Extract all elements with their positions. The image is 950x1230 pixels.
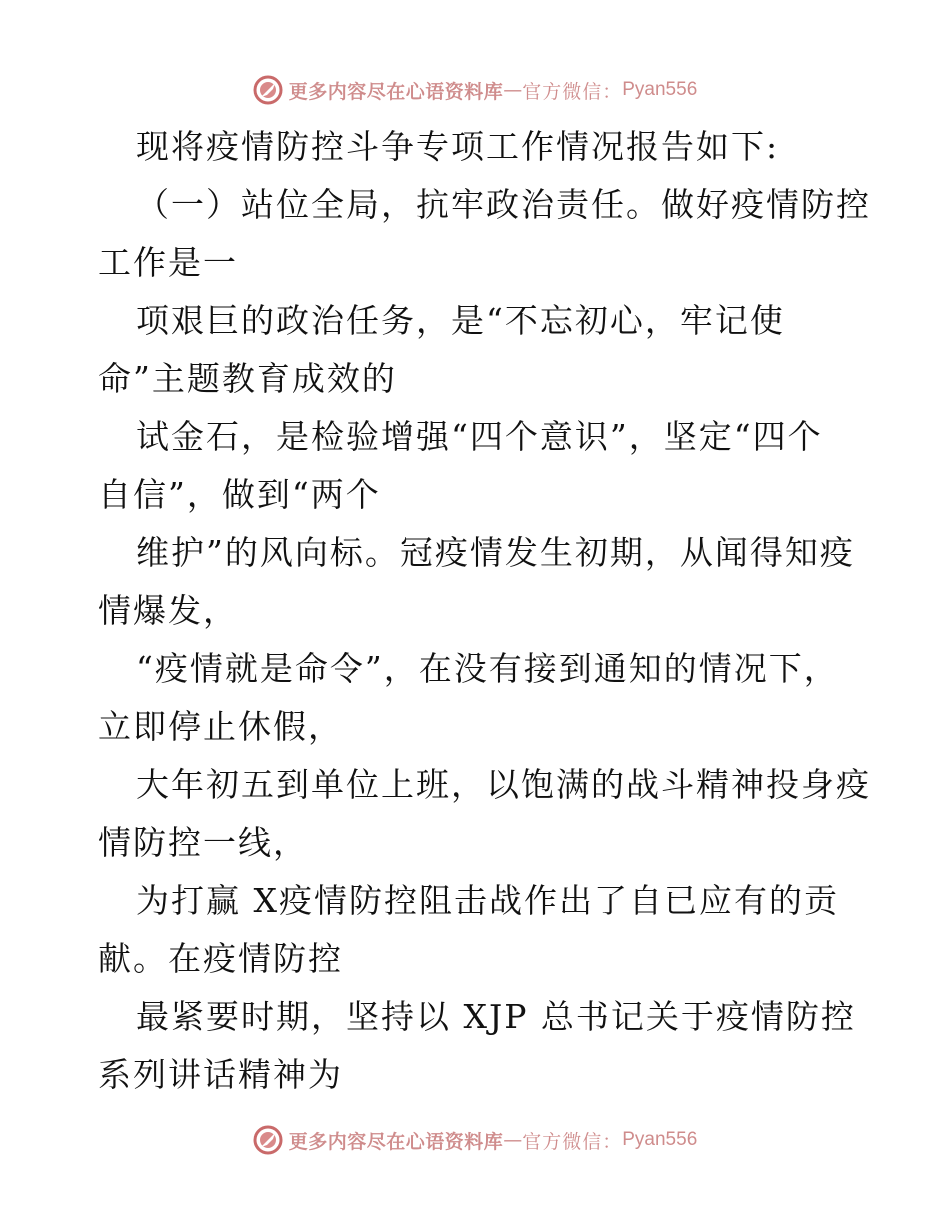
text-line: 工作是一	[98, 243, 238, 282]
text-line: 最紧要时期，坚持以 XJP 总书记关于疫情防控	[136, 997, 856, 1036]
text-line: 现将疫情防控斗争专项工作情况报告如下:	[136, 127, 780, 166]
text-line: 项艰巨的政治任务，是“不忘初心，牢记使	[136, 301, 785, 340]
feather-pen-badge-icon	[253, 1125, 283, 1155]
text-line: 为打赢 X疫情防控阻击战作出了自已应有的贡	[136, 881, 839, 920]
watermark-wechat-label: 官方微信：	[522, 80, 623, 103]
text-line: 试金石，是检验增强“四个意识”，坚定“四个	[136, 417, 823, 456]
feather-pen-badge-icon	[253, 75, 283, 105]
watermark-wechat-label: 官方微信：	[522, 1130, 623, 1153]
text-line: 大年初五到单位上班，以饱满的战斗精神投身疫	[136, 765, 871, 804]
document-body	[98, 118, 871, 1104]
watermark-wechat-id: Pyan556	[622, 1129, 698, 1150]
watermark-separator: —	[503, 79, 523, 101]
text-line: 立即停止休假，	[98, 707, 343, 746]
text-line: 维护”的风向标。冠疫情发生初期，从闻得知疫	[136, 533, 855, 572]
watermark-brand: 更多内容尽在心语资料库	[288, 80, 504, 103]
text-line: 情爆发，	[98, 591, 238, 630]
watermark-separator: —	[503, 1129, 523, 1151]
footer-watermark	[0, 1120, 950, 1160]
header-watermark	[0, 70, 950, 110]
watermark-brand: 更多内容尽在心语资料库	[288, 1130, 504, 1153]
text-line: “疫情就是命令”，在没有接到通知的情况下，	[136, 649, 839, 688]
text-line: 命”主题教育成效的	[98, 359, 397, 398]
text-line: 情防控一线，	[98, 823, 308, 862]
text-line: 献。在疫情防控	[98, 939, 343, 978]
text-line: 系列讲话精神为	[98, 1055, 343, 1094]
text-line: （一）站位全局，抗牢政治责任。做好疫情防控	[136, 185, 871, 224]
text-line: 自信”，做到“两个	[98, 475, 381, 514]
watermark-wechat-id: Pyan556	[622, 79, 698, 100]
